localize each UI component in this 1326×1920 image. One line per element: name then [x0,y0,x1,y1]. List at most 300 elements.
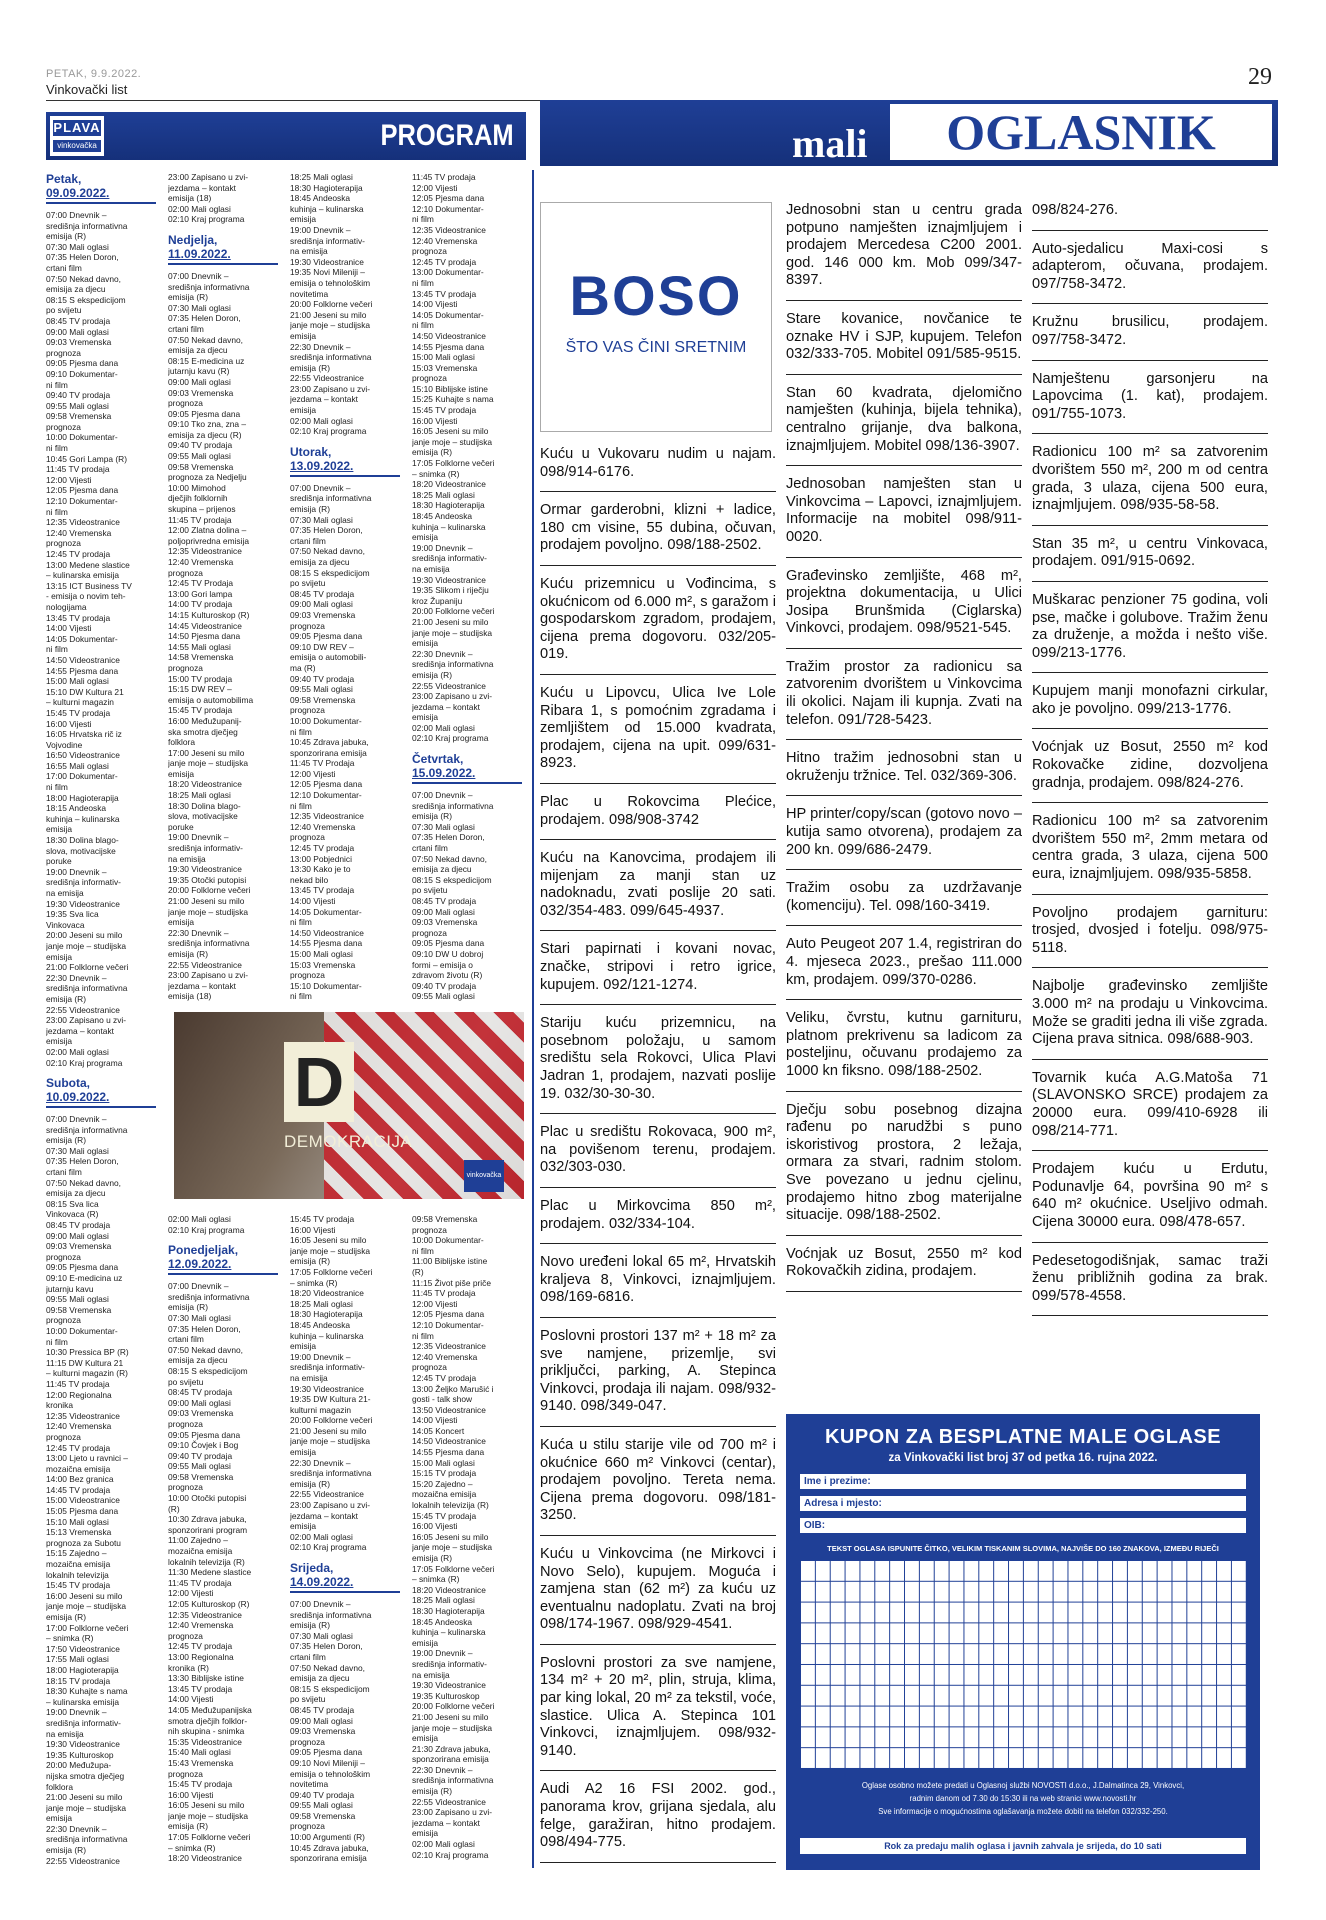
schedule-entry: 07:50 Nekad davno, [168,1344,243,1355]
schedule-entry: – snimka (R) [168,1842,216,1853]
schedule-entry: emisija [412,532,439,543]
schedule-entry: emisija (R) [412,1786,453,1797]
schedule-entry: 08:45 TV prodaja [168,1387,233,1398]
schedule-entry: 07:00 Dnevnik – [168,1281,229,1292]
boso-slogan: ŠTO VAS ČINI SRETNIM [565,339,747,356]
schedule-entry: prognoza [46,538,81,549]
schedule-entry: emisija [46,1813,73,1824]
schedule-entry: prognoza [46,1431,81,1442]
schedule-entry: 16:05 Hrvatska rič iz [46,729,122,740]
schedule-entry: 10:00 Dokumentar- [290,715,362,726]
oglasnik-title-mali: mali [792,121,868,166]
schedule-entry: 09:58 Vremenska [46,411,112,422]
schedule-entry: 18:45 Andeoska [290,193,351,204]
schedule-entry: 18:30 Hagioterapija [412,1605,485,1616]
classified-ad: Dječju sobu posebnog dizajna rađenu po narudžbi s puno iskoristivog prostora, 2 ležaja, ormara za stvari, radnim stolom. Sve povezano u jednu cjelinu, prodajemo hitno zbog materijalne situacije. 098/188-2502. [786,1092,1022,1236]
schedule-entry: 02:00 Mali oglasi [412,722,475,733]
schedule-entry: 12:45 TV prodaja [168,1641,233,1652]
schedule-entry: 09:00 Mali oglasi [168,1397,231,1408]
schedule-entry: 07:30 Mali oglasi [168,302,231,313]
schedule-entry: 12:45 TV prodaja [46,549,111,559]
schedule-entry: lokalnih televizija [46,1569,109,1580]
schedule-entry: emisija za djecu [290,1673,350,1684]
schedule-entry: na emisija [412,563,450,574]
schedule-entry: emisija (R) [412,669,453,680]
schedule-entry: 20:00 Folklorne večeri [412,606,495,617]
schedule-entry: 10:00 Dokumentar- [46,432,118,443]
coupon-footer-line-2: radnim danom od 7.30 do 15:30 ili na web stranici www.novosti.hr [909,1794,1137,1803]
coupon-oib-field[interactable]: OIB: [800,1518,1246,1534]
schedule-entry: 18:20 Videostranice [290,1288,364,1299]
classified-ad: Auto-sjedalicu Maxi-cosi s adapterom, očuvana, prodajem. 097/758-3472. [1032,231,1268,305]
schedule-entry: prognoza [46,1251,81,1262]
schedule-entry: 14:50 Pjesma dana [168,631,241,642]
schedule-entry: emisija [412,1828,439,1839]
schedule-entry: ni film [46,782,68,793]
schedule-entry: 15:13 Vremenska [46,1527,112,1538]
schedule-entry: ni film [290,800,312,811]
schedule-entry: emisija [290,405,317,416]
schedule-entry: 12:40 Vremenska [168,1620,234,1631]
schedule-entry: jutarnju kavu (R) [168,366,230,377]
schedule-entry: 16:05 Jeseni su milo [412,1531,489,1542]
classified-ad: Stan 60 kvadrata, djelomično namješten (kuhinja, bijela tehnika), centralno grijanje, dva balkona, iznajmljujem. Mobitel 098/136-3907. [786,375,1022,466]
schedule-entry: 17:05 Folklorne večeri [168,1832,251,1843]
coupon-deadline: Rok za predaju malih oglasa i javnih zahvala je srijeda, do 10 sati [800,1838,1246,1854]
schedule-entry: 07:30 Mali oglasi [290,514,353,525]
schedule-entry: 10:45 Zdrava jabuka, [290,737,369,748]
schedule-entry: 17:05 Folklorne večeri [412,1563,495,1574]
schedule-entry: 19:00 Dnevnik – [168,832,229,843]
schedule-entry: 13:45 TV prodaja [168,1683,233,1694]
schedule-entry: 15:25 Kuhajte s nama [412,394,494,405]
schedule-entry: 22:30 Dnevnik – [412,1764,473,1775]
schedule-entry: 12:35 Videostranice [46,517,120,528]
classified-ad: Najbolje građevinsko zemljište 3.000 m² na prodaju u Vinkovcima. Može se graditi jedna ili više zgrada. Cijena prava sitnica. 098/688-903. [1032,968,1268,1059]
schedule-entry: crtani film [168,323,204,334]
schedule-entry: 14:50 Videostranice [46,654,120,665]
schedule-entry: 02:00 Mali oglasi [412,1839,475,1850]
coupon-footer-line-3: Sve informacije o mogućnostima oglašavanja možete dobiti na telefon 032/332-250. [878,1807,1168,1816]
plava-logo [50,116,104,156]
schedule-entry: 12:05 Kulturoskop (R) [168,1599,250,1609]
schedule-entry: 21:00 Jeseni su milo [412,1711,489,1722]
schedule-entry: (R) [168,1503,180,1514]
schedule-entry: emisija za djecu (R) [168,429,242,440]
schedule-entry: 15:43 Vremenska [168,1757,234,1768]
schedule-entry: 19:00 Dnevnik – [46,866,107,877]
schedule-entry: emisija [46,1036,73,1047]
schedule-entry: na emisija [290,246,328,257]
schedule-entry: prognoza za Subotu [46,1537,121,1548]
schedule-entry: 09:55 Mali oglasi [46,1294,109,1305]
schedule-entry: 14:00 TV prodaja [168,599,233,610]
schedule-column-4 [412,172,528,1004]
schedule-entry: 02:10 Kraj programa [412,733,489,744]
schedule-entry: prognoza [168,398,203,409]
schedule-entry: mozaična emisija [168,1546,233,1557]
schedule-entry: 10:00 Mimohod [168,482,226,493]
schedule-entry: 18:25 Mali oglasi [290,1298,353,1309]
schedule-entry: 22:55 Videostranice [46,1004,120,1015]
schedule-entry: 12:45 TV prodaja [412,256,477,267]
schedule-entry: 14:00 Vijesti [46,623,92,634]
schedule-entry: 14:00 Vijesti [412,299,458,310]
schedule-entry: emisija (R) [412,811,453,822]
classified-ad: Plac u središtu Rokovaca, 900 m², na povišenom terenu, prodajem. 032/303-030. [540,1114,776,1188]
schedule-entry: prognoza [290,620,325,631]
schedule-entry: 08:45 TV prodaja [412,896,477,906]
schedule-entry: 13:50 Videostranice [412,1404,486,1415]
schedule-entry: slova, motivacijske [168,811,238,822]
schedule-entry: 09:05 Pjesma dana [168,1429,241,1440]
schedule-entry: 13:00 Gori lampa [168,588,233,599]
schedule-entry: emisija [290,214,317,225]
schedule-entry: Vinkovaca [46,919,85,930]
schedule-entry: jezdama – kontakt [168,182,236,193]
schedule-entry: 08:15 S ekspedicijom [168,1365,248,1376]
schedule-entry: 13:30 Biblijske istine [168,1673,244,1684]
schedule-entry: 07:35 Helen Doron, [46,1156,119,1167]
schedule-entry: 12:00 Vijesti [168,1588,214,1599]
schedule-entry: 22:30 Dnevnik – [290,341,351,352]
promo-letter: D [284,1042,354,1122]
schedule-entry: 12:00 Zlatna dolina – [168,525,247,536]
promo-title: DEMOKRACIJA [284,1132,413,1151]
boso-advertisement [540,202,772,432]
schedule-entry: središnja informativna [46,220,128,231]
schedule-entry: jutarnju kavu [46,1283,94,1294]
schedule-column-7 [412,1214,528,1868]
schedule-entry: emisija [412,1733,439,1744]
schedule-entry: kuhinja – kulinarska [412,521,486,532]
schedule-entry: emisija za djecu [46,284,106,295]
schedule-entry: 13:00 Medene slastice [46,559,130,570]
classified-ad: Auto Peugeot 207 1.4, registriran do 4. mjeseca 2023., prešao 111.000 km, prodajem. 099/370-0286. [786,926,1022,1000]
schedule-entry: janje moje – studijska [412,627,493,638]
schedule-entry: kronika [46,1400,73,1411]
schedule-entry: 16:00 Međužupanij- [168,715,242,726]
schedule-entry: prognoza [46,1315,81,1326]
schedule-entry: emisija o tehnološkim [290,277,371,288]
schedule-entry: 09:58 Vremenska [412,1214,478,1224]
schedule-entry: 09:40 TV prodaja [290,673,355,684]
schedule-entry: 02:10 Kraj programa [168,214,245,225]
classified-ad: Kuća u stilu starije vile od 700 m² i okućnice 660 m² Vinkovci (centar), prodajem povoljno. Tereta nema. Cijena prema dogovoru. 098/181-3250. [540,1427,776,1536]
schedule-entry: 09:03 Vremenska [168,387,234,398]
schedule-entry: 15:45 TV prodaja [168,1779,233,1790]
schedule-entry: 09:58 Vremenska [168,1471,234,1482]
schedule-entry: 10:00 Argumenti (R) [290,1832,365,1843]
page-number: 29 [1248,64,1272,90]
schedule-entry: emisija o automobili- [290,652,367,663]
schedule-entry: 16:00 Vijesti [168,1789,214,1800]
schedule-entry: 23:00 Zapisano u zvi- [168,970,249,981]
schedule-entry: ni film [290,917,312,928]
schedule-entry: emisija (R) [168,292,209,303]
schedule-entry: 14:15 Kulturoskop (R) [168,609,250,620]
schedule-entry: 19:00 Dnevnik – [46,1707,107,1718]
schedule-entry: 19:30 Videostranice [290,256,364,267]
schedule-entry: 09:10 Dokumentar- [46,368,118,379]
schedule-entry: 11:45 TV prodaja [412,1288,476,1299]
schedule-entry: crtani film [46,262,82,273]
schedule-entry: 15:03 Vremenska [412,362,478,373]
schedule-entry: emisija [290,330,317,341]
schedule-entry: emisija [290,1341,317,1352]
schedule-entry: 09:40 TV prodaja [168,440,233,451]
schedule-entry: 09:40 TV prodaja [290,1789,355,1800]
schedule-entry: 18:30 Dolina blago- [46,835,119,846]
coupon-name-field[interactable]: Ime i prezime: [800,1474,1246,1490]
schedule-entry: 09:03 Vremenska [290,609,356,620]
schedule-entry: 17:05 Folklorne večeri [290,1266,373,1277]
classified-ad: Stare kovanice, novčanice te oznake HV i SJP, kupujem. Telefon 032/333-705. Mobitel 091/585-9515. [786,301,1022,375]
schedule-entry: 18:30 Hagioterapija [412,500,485,511]
schedule-entry: emisija (R) [46,993,87,1004]
classified-ad: Poslovni prostori za sve namjene, 134 m² + 20 m², plin, struja, klima, par king lokal, 20 m² za tekstil, voće, slastice. Ulica A. Stepinca 101 Vinkovci, iznajmljujem. 098/932-9140. [540,1645,776,1772]
schedule-entry: mozaična emisija [412,1489,477,1500]
schedule-entry: 07:35 Helen Doron, [412,832,485,843]
schedule-entry: janje moje – studijska [168,758,249,769]
schedule-entry: – snimka (R) [46,1633,94,1644]
schedule-entry: emisija (R) [46,1845,87,1856]
schedule-entry: 09:58 Vremenska [46,1304,112,1315]
schedule-column-3 [290,172,406,1004]
schedule-entry: 12:35 Videostranice [46,1410,120,1421]
classified-ad: 098/824-276. [1032,202,1268,231]
schedule-entry: 23:00 Zapisano u zvi- [168,172,249,182]
schedule-entry: središnja informativ- [412,1658,487,1669]
schedule-entry: – kulinarska emisija [46,1696,120,1707]
schedule-entry: emisija (R) [46,1612,87,1622]
schedule-entry: 15:03 Vremenska [290,959,356,970]
classified-ad: Kružnu brusilicu, prodajem. 097/758-3472. [1032,304,1268,360]
schedule-entry: 07:35 Helen Doron, [168,1323,241,1334]
schedule-entry: emisija za djecu [168,1355,228,1366]
schedule-entry: 12:00 Vijesti [46,474,92,485]
schedule-entry: na emisija [168,853,206,864]
schedule-entry: 11:15 Život piše priče [412,1277,491,1288]
schedule-entry: 17:55 Mali oglasi [46,1654,109,1665]
schedule-day-date: 15.09.2022. [412,766,476,781]
schedule-entry: 02:00 Mali oglasi [168,203,231,214]
schedule-entry: ni film [290,726,312,737]
schedule-entry: 07:50 Nekad davno, [46,1177,121,1188]
schedule-entry: 12:35 Videostranice [168,1609,242,1620]
schedule-entry: 09:40 TV prodaja [412,980,477,991]
schedule-day-rule [46,1106,156,1108]
schedule-entry: 18:30 Hagioterapija [290,182,363,193]
schedule-entry: 02:00 Mali oglasi [168,1214,231,1224]
schedule-entry: 09:00 Mali oglasi [46,1230,109,1241]
oglasnik-title-main: OGLASNIK [890,104,1272,160]
schedule-entry: 15:05 Pjesma dana [46,1506,119,1517]
schedule-day-rule [168,1273,278,1275]
schedule-entry: 07:00 Dnevnik – [412,790,473,801]
schedule-entry: prognoza [290,970,325,981]
schedule-entry: 12:45 TV Prodaja [168,578,234,589]
schedule-entry: emisija (18) [168,991,212,1002]
schedule-entry: 21:00 Jeseni su milo [46,1792,123,1803]
schedule-entry: 11:15 DW Kultura 21 [46,1357,124,1368]
schedule-entry: poruke [168,821,194,832]
schedule-entry: 07:50 Nekad davno, [412,853,487,864]
schedule-entry: ska smotra dječjeg [168,726,238,737]
schedule-entry: 19:30 Videostranice [290,1383,364,1394]
schedule-entry: emisija (R) [168,1302,209,1313]
classified-ad: Kuću u Lipovcu, Ulica Ive Lole Ribara 1, s pomoćnim zgradama i zemljištem od 15.000 kvadrata, prodajem, cijena na upit. 099/631-8923. [540,675,776,784]
schedule-entry: 07:35 Helen Doron, [290,525,363,536]
coupon-address-field[interactable]: Adresa i mjesto: [800,1496,1246,1512]
schedule-entry: prognoza [290,832,325,843]
schedule-entry: sponzorirana emisija [290,747,367,758]
schedule-entry: 17:00 Jeseni su milo [168,747,245,758]
schedule-entry: ni film [46,644,68,655]
schedule-entry: sponzorirana emisija [412,1754,489,1765]
schedule-entry: 18:15 TV prodaja [46,1675,111,1686]
schedule-entry: 09:10 Novi Mileniji – [290,1757,365,1768]
schedule-entry: po svijetu [46,305,82,316]
demokracija-promo-image [174,1012,524,1199]
ads-column-2 [786,202,1022,1292]
schedule-entry: crtani film [46,1167,82,1178]
coupon-text-grid[interactable] [800,1560,1246,1768]
schedule-entry: 13:30 Kako je to [290,864,351,875]
schedule-entry: 07:35 Helen Doron, [46,252,119,263]
classified-ad: Radionicu 100 m² sa zatvorenim dvorištem 550 m², 200 m od centra grada, 3 ulaza, cijena 500 eura, iznajmljujem. 098/935-58-58. [1032,434,1268,525]
schedule-entry: 10:30 Pressica BP (R) [46,1347,129,1358]
schedule-entry: 02:10 Kraj programa [290,426,367,437]
schedule-entry: emisija (R) [46,1135,87,1146]
schedule-entry: emisija [46,824,73,835]
schedule-day-date: 12.09.2022. [168,1257,232,1272]
schedule-entry: lokalnih televizija (R) [168,1556,245,1567]
schedule-entry: 15:15 Zajedno – [46,1548,107,1559]
schedule-entry: 18:30 Dolina blago- [168,800,241,811]
classified-ad: Pedesetogodišnjak, samac traži ženu približnih godina za brak. 099/578-4558. [1032,1243,1268,1317]
classified-ad: HP printer/copy/scan (gotovo novo – kutija samo otvorena), prodajem za 200 kn. 099/686-2479. [786,796,1022,870]
schedule-entry: sponzorirana emisija [290,1853,367,1864]
schedule-entry: 11:45 TV prodaja [168,514,232,525]
schedule-entry: (R) [412,1266,424,1277]
schedule-entry: dječjih folklornih [168,493,228,504]
schedule-day-name: Utorak, [290,444,332,459]
schedule-entry: 09:10 Tko zna, zna – [168,419,247,430]
plava-logo-top: PLAVA [53,120,101,135]
schedule-entry: 19:35 DW Kultura 21- [290,1394,371,1405]
schedule-entry: 16:00 Vijesti [412,415,458,426]
schedule-entry: 02:10 Kraj programa [46,1057,123,1068]
schedule-entry: 12:05 Pjesma dana [290,779,363,790]
schedule-entry: po svijetu [290,578,326,589]
schedule-entry: 16:50 Videostranice [46,750,120,761]
schedule-entry: 11:45 TV Prodaja [290,758,355,769]
schedule-entry: 15:15 TV prodaja [412,1468,477,1479]
schedule-entry: 18:20 Videostranice [168,779,242,790]
schedule-entry: 12:40 Vremenska [46,527,112,538]
schedule-entry: 16:00 Vijesti [46,718,92,729]
schedule-day-date: 14.09.2022. [290,1575,354,1589]
classified-ad: Plac u Mirkovcima 850 m², prodajem. 032/334-104. [540,1188,776,1244]
schedule-entry: 09:05 Pjesma dana [46,1262,119,1273]
schedule-entry: 13:45 TV prodaja [290,885,355,896]
classified-ad: Stan 35 m², u centru Vinkovaca, prodajem. 091/915-0692. [1032,526,1268,582]
schedule-entry: emisija za djecu [290,557,350,567]
schedule-entry: emisija [46,951,73,962]
schedule-entry: 08:15 S ekspedicijom [46,294,126,305]
classified-ad: Radionicu 100 m² sa zatvorenim dvorištem 550 m², 2mm metara od centra grada, 3 ulaza, cijena 500 eura, iznajmljujem. 098/935-5858. [1032,803,1268,894]
schedule-entry: janje moje – studijska [168,906,249,917]
schedule-entry: 12:35 Videostranice [412,224,486,235]
schedule-day-name: Nedjelja, [168,232,218,247]
schedule-entry: 13:00 Željko Marušić i [412,1383,494,1394]
schedule-entry: emisija [412,1637,439,1648]
schedule-entry: središnja informativna [46,983,128,994]
schedule-entry: crtani film [412,843,448,854]
classified-ad: Jednosoban namješten stan u Vinkovcima – Lapovci, iznajmljujem. Informacije na mobitel 098/911-0020. [786,466,1022,557]
schedule-entry: poljoprivredna emisija [168,535,249,546]
schedule-entry: kroz Županiju [412,595,463,606]
schedule-entry: 18:30 Hagioterapija [290,1309,363,1320]
schedule-entry: 09:00 Mali oglasi [412,906,475,917]
schedule-entry: 23:00 Zapisano u zvi- [290,1500,371,1511]
schedule-entry: središnja informativna [290,1468,372,1479]
schedule-entry: 23:00 Zapisano u zvi- [290,383,371,394]
schedule-entry: ni film [46,379,68,390]
schedule-entry: 15:00 Mali oglasi [412,352,475,363]
schedule-entry: 16:55 Mali oglasi [46,760,109,771]
schedule-entry: 07:00 Dnevnik – [46,210,107,220]
schedule-entry: prognoza [168,1418,203,1429]
schedule-entry: 09:55 Mali oglasi [46,400,109,411]
schedule-entry: 13:00 Regionalna [168,1651,234,1662]
schedule-entry: 13:15 ICT Business TV [46,580,132,591]
schedule-entry: 21:00 Folklorne večeri [46,962,129,973]
schedule-entry: 16:05 Jeseni su milo [412,426,489,437]
schedule-entry: 19:35 Kulturoskop [46,1749,114,1760]
schedule-entry: 12:00 Vijesti [412,1298,458,1309]
schedule-entry: – kulturni magazin (R) [46,1368,128,1379]
schedule-entry: 14:00 Vijesti [412,1415,458,1426]
schedule-entry: po svijetu [168,1376,204,1387]
schedule-entry: 09:55 Mali oglasi [168,1461,231,1472]
schedule-entry: 08:45 TV prodaja [46,1220,111,1231]
schedule-entry: 09:03 Vremenska [46,337,112,348]
schedule-entry: kuhinja – kulinarska [46,813,120,824]
coupon-instruction: TEKST OGLASA ISPUNITE ČITKO, VELIKIM TISKANIM SLOVIMA, NAJVIŠE DO 160 ZNAKOVA, IZMEĐU RIJEČI [827,1544,1219,1553]
schedule-entry: na emisija [412,1669,450,1680]
schedule-entry: 12:10 Dokumentar- [412,1319,484,1330]
schedule-entry: 02:10 Kraj programa [168,1224,245,1235]
oglasnik-header-bar [540,100,1278,166]
schedule-entry: po svijetu [290,1694,326,1705]
schedule-entry: 09:40 TV prodaja [168,1450,233,1461]
schedule-entry: 09:10 E-medicina uz [46,1273,123,1283]
schedule-entry: ni film [412,320,434,331]
schedule-column-2 [168,172,284,1004]
schedule-entry: 17:05 Folklorne večeri [412,458,495,469]
schedule-entry: središnja informativna [46,1124,128,1135]
classified-ad: Tovarnik kuća A.G.Matoša 71 (SLAVONSKO SRCE) prodajem za 20000 eura. 099/410-6928 ili 098/214-771. [1032,1060,1268,1151]
schedule-entry: 22:30 Dnevnik – [46,972,107,983]
schedule-entry: 09:05 Pjesma dana [412,938,485,949]
schedule-entry: 19:00 Dnevnik – [412,542,473,553]
schedule-entry: 08:45 TV prodaja [46,315,111,326]
schedule-entry: emisija [168,768,195,779]
schedule-entry: 02:00 Mali oglasi [290,415,353,426]
schedule-entry: središnja informativna [168,938,250,949]
